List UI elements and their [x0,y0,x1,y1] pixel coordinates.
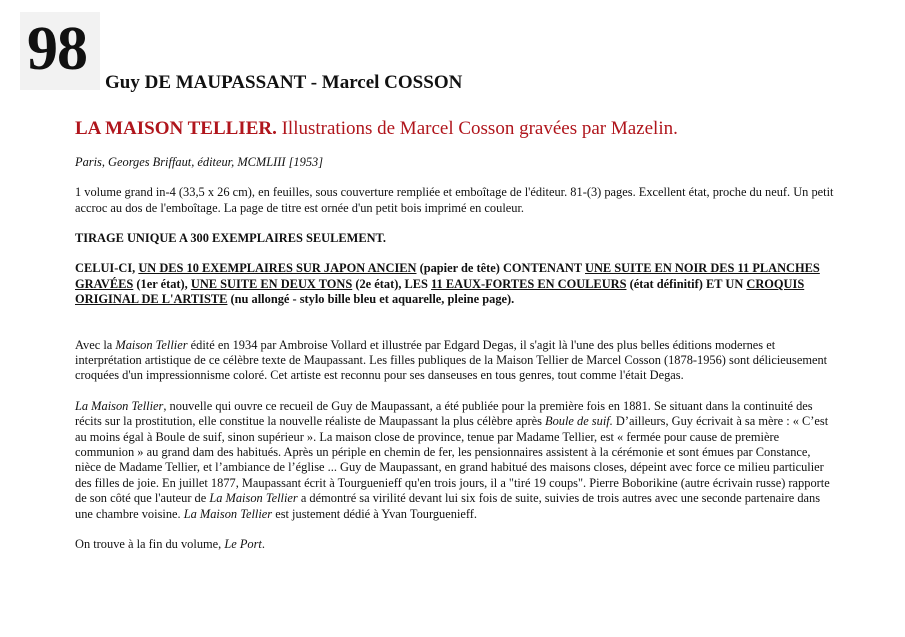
book-title [75,117,835,141]
authors-heading: Guy DE MAUPASSANT - Marcel COSSON [105,72,463,93]
copy-text: (1er état), [133,276,191,291]
copy-underlined: UN DES 10 EXEMPLAIRES SUR JAPON ANCIEN [138,261,417,276]
italic-title: La Maison Tellier [209,491,298,506]
text-run: édité en 1934 par Ambroise Vollard et illustrée par Edgard Degas, il s'agit là l'une des plus belles éditions modernes et interprétation artistique de ce célèbre texte de Maupassant. Les filles publiques de la Maison Tellier de Marcel Cosson (1878-1956) sont délicieusement croquées d'un impressionnisme coloré. Cet artiste est reconnu pour ses danseuses en tous genres, tout comme l'était Degas. [75,337,828,383]
paragraph-summary [75,399,835,522]
publication-info: Paris, Georges Briffaut, éditeur, MCMLIII [1953] [75,154,324,169]
text-run: . [261,537,265,552]
copy-underlined: UNE SUITE EN DEUX TONS [190,276,353,291]
copy-text: (état définitif) ET UN [626,276,747,291]
text-run: On trouve à la fin du volume, [75,537,225,552]
text-run: D’ailleurs, Guy écrivait à sa mère : « C’est au moins égal à Boule de suif, sinon supérieur ». La maison close de province, tenue par Madame Tellier, est « fermée pour cause de première communion » au grand dam des habitués. Après un périple en chemin de fer, les pensionnaires assistent à la cérémonie et sont émues par Constance, nièce de Madame Tellier, et l’ambiance de l’église ... Guy de Maupassant, en grand habitué des maisons closes, dépeint avec force ce milieu particulier des filles de joie. En juillet 1877, Maupassant écrit à Tourguenieff qu'en trois jours, il a "tiré 19 coups". Pierre Boborikine (autre écrivain russe) rapporte de son côté que l'auteur de [75,414,830,506]
italic-title: La Maison Tellier [75,398,164,413]
paragraph-contents-note [75,537,835,552]
copy-underlined: CROQUIS ORIGINAL DE L'ARTISTE [75,276,805,307]
title-main: LA MAISON TELLIER. [75,118,277,139]
tirage-statement: TIRAGE UNIQUE A 300 EXEMPLAIRES SEULEMENT. [75,230,386,245]
text-run: Avec la [75,337,116,352]
italic-title: Boule de suif. [545,414,613,429]
italic-title: Maison Tellier [115,337,188,352]
copy-text: (2e état), LES [352,276,432,291]
copy-underlined: 11 EAUX-FORTES EN COULEURS [431,276,627,291]
text-run: , nouvelle qui ouvre ce recueil de Guy de Maupassant, a été publiée pour la première fois en 1881. Se situant dans la continuité des récits sur la prostitution, elle constitue la nouvelle réaliste de Maupassant la plus célèbre après [75,398,813,429]
copy-text: CELUI-CI, [75,261,139,276]
copy-description [75,261,835,307]
lot-number: 98 [27,15,87,83]
title-subtitle: Illustrations de Marcel Cosson gravées par Mazelin. [276,118,678,139]
italic-title: Le Port [224,537,262,552]
document-body [75,117,835,552]
italic-title: La Maison Tellier [183,506,273,521]
copy-text: (nu allongé - stylo bille bleu et aquarelle, pleine page). [227,292,515,307]
text-run: a démontré sa virilité devant lui six fois de suite, suivies de trois autres avec une seconde partenaire dans une chambre voisine. [75,491,821,521]
physical-description: 1 volume grand in-4 (33,5 x 26 cm), en feuilles, sous couverture rempliée et emboîtage de l'éditeur. 81-(3) pages. Excellent état, proche du neuf. Un petit accroc au dos de l'emboîtage. La page de titre est ornée d'un petit bois imprimé en couleur. [75,185,834,215]
copy-underlined: UNE SUITE EN NOIR DES 11 PLANCHES GRAVÉES [75,261,820,291]
copy-text: (papier de tête) CONTENANT [416,261,586,276]
text-run: est justement dédié à Yvan Tourguenieff. [272,506,478,521]
paragraph-context [75,338,835,384]
